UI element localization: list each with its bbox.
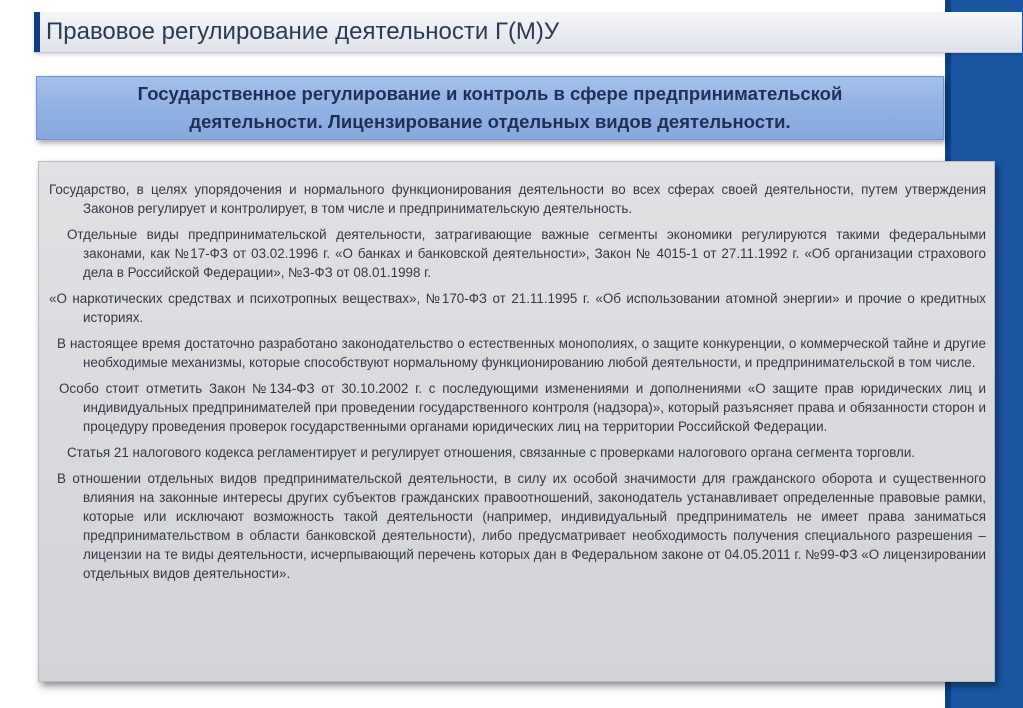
page-title: Правовое регулирование деятельности Г(М)У [46, 18, 560, 45]
paragraph-3: «О наркотических средствах и психотропных веществах», №170-ФЗ от 21.11.1995 г. «Об использовании атомной энергии» и прочие о кредитных историях. [49, 291, 986, 325]
paragraph-5: Особо стоит отметить Закон №134-ФЗ от 30.10.2002 г. с последующими изменениями и дополнениями «О защите прав юридических лиц и индивидуальных предпринимателей при проведении государственного контроля (надзора)», который разъясняет права и обязанности сторон и процедуру проведения проверок государственными органами юридических лиц на территории Российской Федерации. [59, 381, 986, 434]
content-panel [38, 161, 995, 682]
paragraph-6: Статья 21 налогового кодекса регламентирует и регулирует отношения, связанные с проверками налогового органа сегмента торговли. [67, 445, 916, 460]
banner-heading [138, 80, 843, 136]
paragraph-7: В отношении отдельных видов предпринимательской деятельности, в силу их особой значимости для гражданского оборота и существенного влияния на законные интересы других субъектов гражданских правоотношений, законодатель устанавливает определенные правовые рамки, которые или исключают возможность такой деятельности (например, индивидуальный предприниматель не имеет права заниматься предпринимательством в области банковской деятельности), либо предусматривает необходимость получения специального разрешения – лицензии на те виды деятельности, исчерпывающий перечень которых дан в Федеральном законе от 04.05.2011 г. №99-ФЗ «О лицензировании отдельных видов деятельности». [57, 471, 986, 581]
banner-line-1: Государственное регулирование и контроль в сфере предпринимательской [137, 83, 843, 104]
paragraph-4: В настоящее время достаточно разработано законодательство о естественных монополиях, о защите конкуренции, о коммерческой тайне и другие необходимые механизмы, которые способствуют нормальному функционированию любой деятельности, и предпринимательской в том числе. [57, 336, 986, 370]
paragraph-2: Отдельные виды предпринимательской деятельности, затрагивающие важные сегменты экономики регулируются такими федеральными законами, как №17-ФЗ от 03.02.1996 г. «О банках и банковской деятельности», Закон № 4015-1 от 27.11.1992 г. «Об организации страхового дела в Российской Федерации», №3-ФЗ от 08.01.1998 г. [67, 227, 986, 280]
title-bar [34, 12, 1022, 53]
banner-line-2: деятельности. Лицензирование отдельных видов деятельности. [189, 111, 791, 132]
paragraph-1: Государство, в целях упорядочения и нормального функционирования деятельности во всех сферах своей деятельности, путем утверждения Законов регулирует и контролирует, в том числе и предпринимательскую деятельность. [49, 182, 986, 216]
section-banner [36, 76, 944, 140]
title-accent [34, 12, 40, 52]
